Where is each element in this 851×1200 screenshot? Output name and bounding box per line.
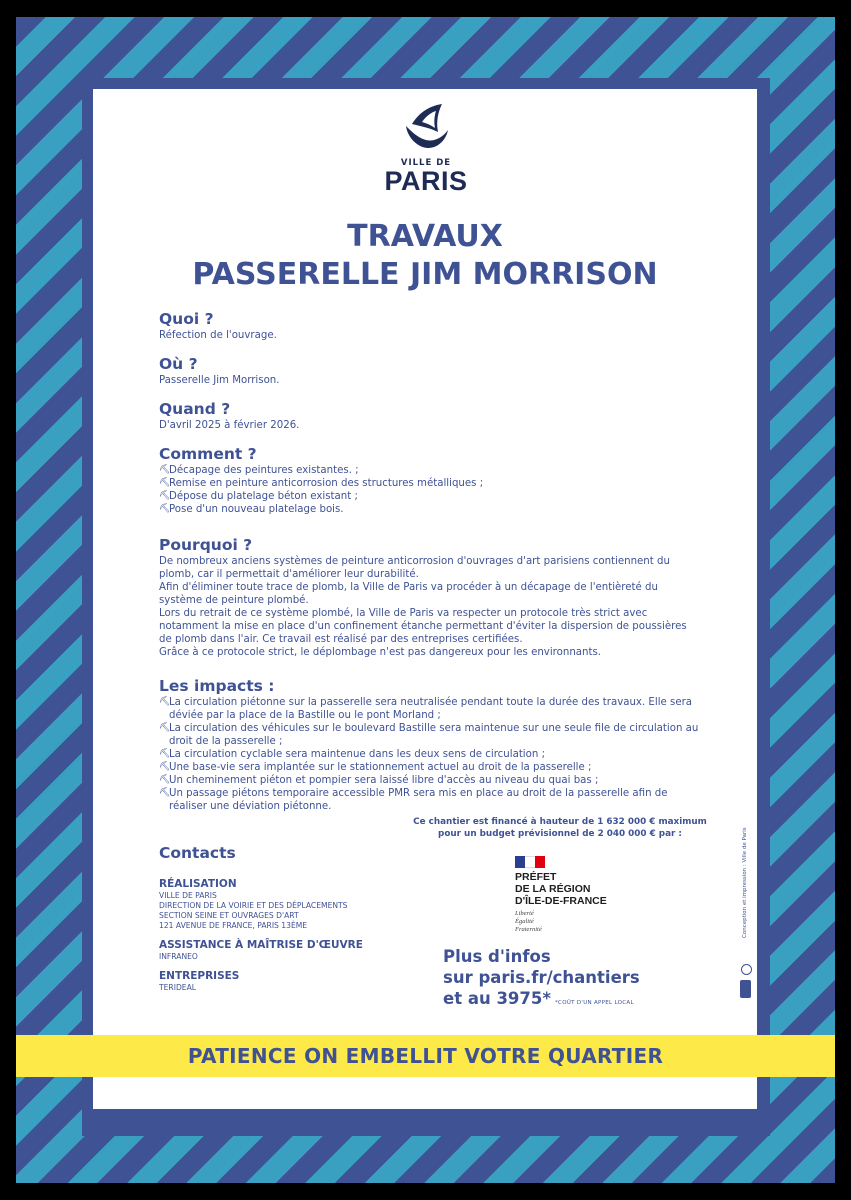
realisation-title: RÉALISATION bbox=[159, 878, 237, 890]
section-quoi bbox=[159, 310, 699, 342]
impacts-heading: Les impacts : bbox=[159, 677, 275, 695]
worker-icon: ⛏ bbox=[159, 788, 171, 798]
list-item: ⛏ La circulation des véhicules sur le boulevard Bastille sera maintenue sur une seule file de circulation au droit de la passerelle ; bbox=[159, 723, 699, 747]
section-quand bbox=[159, 400, 699, 432]
comment-list bbox=[159, 464, 699, 516]
quand-text: D'avril 2025 à février 2026. bbox=[159, 420, 300, 431]
pourquoi-p3: Lors du retrait de ce système plombé, la Ville de Paris va respecter un protocole très strict avec notamment la mise en place d'un confinement étanche permettant d'éviter la dispersion de poussières de plomb dans l'air. Ce travail est réalisé par des entreprises certifiées. bbox=[159, 608, 687, 645]
list-item: ⛏ Un cheminement piéton et pompier sera laissé libre d'accès au niveau du quai bas ; bbox=[159, 775, 599, 786]
quand-heading: Quand ? bbox=[159, 400, 231, 418]
info-phone[interactable]: et au 3975* bbox=[443, 989, 551, 1008]
funding-statement bbox=[405, 816, 715, 840]
pourquoi-p1: De nombreux anciens systèmes de peinture anticorrosion d'ouvrages d'art parisiens contiennent du plomb, car il permettait d'améliorer leur durabilité. bbox=[159, 556, 670, 580]
worker-icon: ⛏ bbox=[159, 723, 171, 733]
worker-icon: ⛏ bbox=[159, 762, 171, 772]
list-item: ⛏ Dépose du platelage béton existant ; bbox=[159, 491, 358, 502]
ou-text: Passerelle Jim Morrison. bbox=[159, 375, 280, 386]
section-pourquoi bbox=[159, 536, 699, 659]
list-item: ⛏ Décapage des peintures existantes. ; bbox=[159, 465, 359, 476]
french-flag-icon bbox=[515, 856, 545, 868]
funding-line-2: pour un budget prévisionnel de 2 040 000 € par : bbox=[438, 829, 682, 839]
worker-icon: ⛏ bbox=[159, 478, 171, 488]
entreprises-title: ENTREPRISES bbox=[159, 970, 240, 982]
title-line-2: PASSERELLE JIM MORRISON bbox=[192, 257, 658, 292]
side-credit-text: Conception et impression : Ville de Paris bbox=[742, 827, 748, 938]
banner-slogan: PATIENCE ON EMBELLIT VOTRE QUARTIER bbox=[16, 1035, 835, 1077]
logo-paris: PARIS bbox=[384, 166, 468, 196]
list-item: ⛏ Un passage piétons temporaire accessible PMR sera mis en place au droit de la passerelle afin de réaliser une déviation piétonne. bbox=[159, 788, 668, 812]
section-ou bbox=[159, 355, 699, 387]
contacts-heading: Contacts bbox=[159, 844, 236, 862]
worker-icon: ⛏ bbox=[159, 504, 171, 514]
pourquoi-heading: Pourquoi ? bbox=[159, 536, 253, 554]
prefet-logo bbox=[515, 856, 635, 934]
contact-realisation: RÉALISATION VILLE DE PARIS DIRECTION DE LA VOIRIE ET DES DÉPLACEMENTS SECTION SEINE ET OUVRAGES D'ART 121 AVENUE DE FRANCE, PARIS 13ÈME bbox=[159, 878, 419, 931]
contact-entreprises: ENTREPRISES TERIDEAL bbox=[159, 970, 419, 993]
side-credits bbox=[738, 820, 752, 1010]
imprim-vert-icon bbox=[741, 964, 752, 975]
amo-title: ASSISTANCE À MAÎTRISE D'ŒUVRE bbox=[159, 939, 363, 951]
more-info-block: Plus d'infos sur paris.fr/chantiers et au 3975* *COÛT D'UN APPEL LOCAL bbox=[443, 946, 703, 1014]
list-item: ⛏ La circulation cyclable sera maintenue dans les deux sens de circulation ; bbox=[159, 749, 546, 760]
logo-ville-de: VILLE DE bbox=[400, 158, 452, 168]
ville-de-paris-logo bbox=[380, 100, 472, 200]
page-title bbox=[130, 218, 720, 294]
funding-line-1: Ce chantier est financé à hauteur de 1 632 000 € maximum bbox=[413, 817, 707, 827]
quoi-heading: Quoi ? bbox=[159, 310, 214, 328]
ou-heading: Où ? bbox=[159, 355, 198, 373]
prefet-motto: Liberté Égalité Fraternité bbox=[515, 910, 542, 933]
pourquoi-p2: Afin d'éliminer toute trace de plomb, la Ville de Paris va procéder à un décapage de l'entièreté du système de peinture plombé. bbox=[159, 582, 658, 606]
pourquoi-p4: Grâce à ce protocole strict, le déplombage n'est pas dangereux pour les environnants. bbox=[159, 647, 602, 658]
contacts-block bbox=[159, 844, 419, 1001]
worker-icon: ⛏ bbox=[159, 697, 171, 707]
main-content bbox=[159, 310, 699, 826]
paris-boat-icon bbox=[398, 100, 454, 152]
title-line-1: TRAVAUX bbox=[347, 219, 503, 254]
section-comment bbox=[159, 445, 699, 516]
worker-icon: ⛏ bbox=[159, 749, 171, 759]
info-note: *COÛT D'UN APPEL LOCAL bbox=[555, 1000, 634, 1006]
worker-icon: ⛏ bbox=[159, 465, 171, 475]
info-website[interactable]: sur paris.fr/chantiers bbox=[443, 968, 640, 987]
worker-icon: ⛏ bbox=[159, 775, 171, 785]
section-impacts bbox=[159, 677, 699, 813]
contact-amo: ASSISTANCE À MAÎTRISE D'ŒUVRE INFRANEO bbox=[159, 939, 419, 962]
list-item: ⛏ Remise en peinture anticorrosion des structures métalliques ; bbox=[159, 478, 484, 489]
impacts-list bbox=[159, 696, 699, 813]
list-item: ⛏ La circulation piétonne sur la passerelle sera neutralisée pendant toute la durée des travaux. Elle sera déviée par la place de la Bastille ou le pont Morland ; bbox=[159, 697, 693, 721]
list-item: ⛏ Une base-vie sera implantée sur le stationnement actuel au droit de la passerelle ; bbox=[159, 762, 592, 773]
quoi-text: Réfection de l'ouvrage. bbox=[159, 330, 277, 341]
prefet-name: PRÉFET DE LA RÉGION D'ÎLE-DE-FRANCE bbox=[515, 871, 607, 907]
list-item: ⛏ Pose d'un nouveau platelage bois. bbox=[159, 504, 344, 515]
worker-icon: ⛏ bbox=[159, 491, 171, 501]
comment-heading: Comment ? bbox=[159, 445, 257, 463]
recycle-label-icon bbox=[740, 980, 751, 998]
